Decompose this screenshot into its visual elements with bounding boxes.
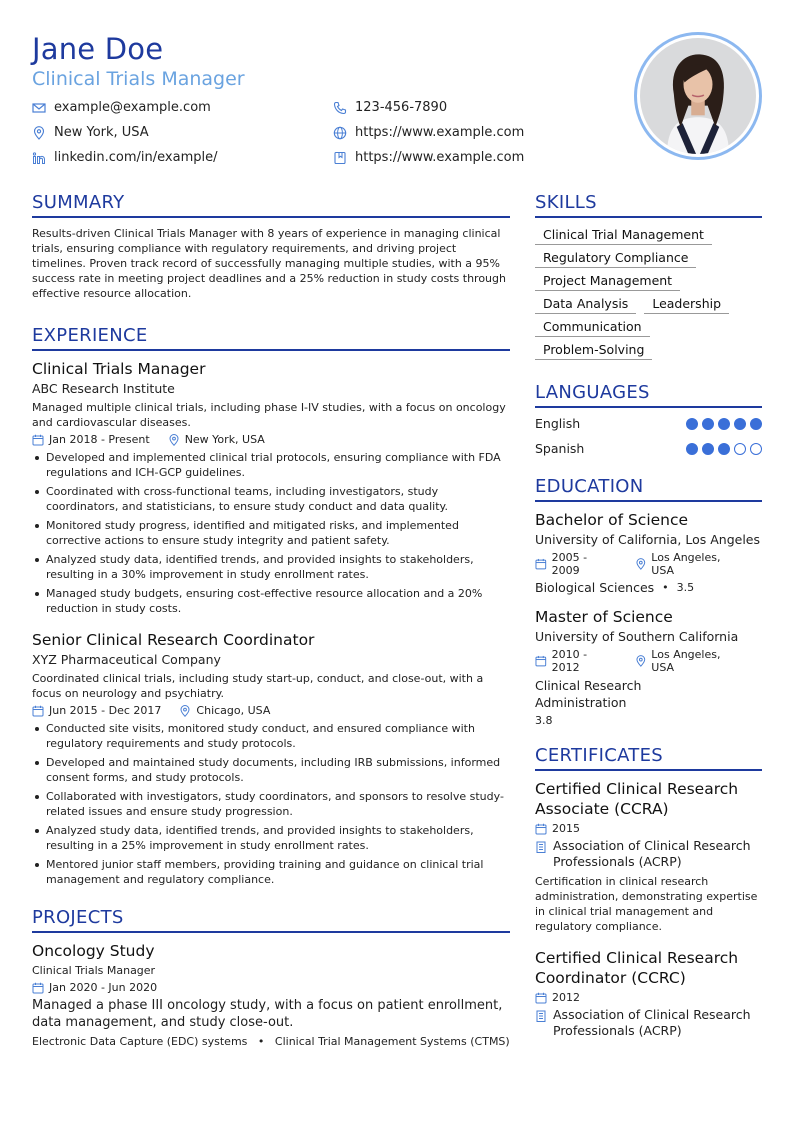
location-icon [32,126,46,140]
linkedin-icon [32,151,46,165]
education-field: Biological Sciences [535,580,655,595]
certificate-entry [535,948,762,1039]
certificate-meta [535,991,762,1004]
projects-heading: PROJECTS [32,907,510,933]
level-dot-filled [734,418,746,430]
job-achievements [32,721,510,887]
certificates-heading: CERTIFICATES [535,745,762,771]
list-item: Managed study budgets, ensuring cost-effective resource allocation and a 20% reduction in study costs. [32,586,510,616]
project-description: Managed a phase III oncology study, with a focus on patient enrollment, data management, and study close-out. [32,998,503,1030]
job-description: Coordinated clinical trials, including study start-up, conduct, and close-out, with a focus on neurology and psychiatry. [32,672,484,700]
project-tool: Electronic Data Capture (EDC) systems [32,1035,248,1048]
profile-photo [640,38,756,154]
contact-website[interactable]: https://www.example.com [333,125,524,140]
education-field: Clinical Research Administration [535,678,642,710]
contact-linkedin[interactable]: linkedin.com/in/example/ [32,150,217,165]
contact-phone[interactable]: 123-456-7890 [333,100,447,115]
skill-tag: Project Management [535,272,680,291]
language-name: English [535,416,581,431]
job-company: XYZ Pharmaceutical Company [32,652,221,667]
skill-tag: Communication [535,318,650,337]
education-degree: Bachelor of Science [535,511,689,529]
education-gpa: 3.5 [676,581,695,594]
location-icon [179,705,191,717]
list-item: Coordinated with cross-functional teams, including investigators, study coordinators, and statisticians, to ensure study conduct and data quality. [32,484,510,514]
calendar-icon [32,982,44,994]
email-icon [32,101,46,115]
certificate-year: 2012 [535,991,580,1004]
job-title: Senior Clinical Research Coordinator [32,631,315,649]
job-achievements [32,450,510,616]
summary-text: Results-driven Clinical Trials Manager with 8 years of experience in managing clinical trials, ensuring compliance with regulatory requirements, and driving project timelines. Proven track record of successfully managing multiple studies, with a 95% success rate in meeting project deadlines and a 25% reduction in study costs through effective resource allocation. [32,227,506,300]
job-title: Clinical Trials Manager [32,360,206,378]
language-row [535,416,762,431]
building-icon [535,1010,547,1022]
certificate-year: 2015 [535,822,580,835]
main-column [32,192,510,1049]
experience-heading: EXPERIENCE [32,325,510,351]
certificate-entry [535,779,762,934]
skill-tag: Problem-Solving [535,341,652,360]
level-dot-empty [750,443,762,455]
certificate-title: Certified Clinical Research Associate (CCRA) [535,780,739,818]
education-meta [535,648,762,674]
project-meta [32,981,510,994]
education-entry [535,607,762,727]
phone-icon [333,101,347,115]
education-heading: EDUCATION [535,476,762,502]
location-icon [168,434,180,446]
education-location: Los Angeles, USA [635,648,744,674]
calendar-icon [535,558,547,570]
list-item: Collaborated with investigators, study coordinators, and sponsors to resolve study-related issues and ensure study progression. [32,789,510,819]
project-name: Oncology Study [32,942,155,960]
skill-tag: Data Analysis [535,295,636,314]
certificate-org: Association of Clinical Research Professionals (ACRP) [535,838,762,870]
calendar-icon [32,705,44,717]
list-item: Analyzed study data, identified trends, and provided insights to stakeholders, resulting in a 30% improvement in study enrollment rates. [32,552,510,582]
education-gpa: 3.8 [535,714,553,727]
list-item: Developed and maintained study documents, including IRB submissions, informed consent forms, and study protocols. [32,755,510,785]
certificate-description: Certification in clinical research administration, demonstrating expertise in clinical trial management and regulatory compliance. [535,875,758,933]
skill-tag: Clinical Trial Management [535,226,712,245]
certificate-title: Certified Clinical Research Coordinator (CCRC) [535,949,739,987]
project-tool: Clinical Trial Management Systems (CTMS) [274,1035,510,1048]
job-dates: Jun 2015 - Dec 2017 [32,704,161,717]
language-level [682,418,762,430]
skill-tag: Regulatory Compliance [535,249,696,268]
job-description: Managed multiple clinical trials, including phase I-IV studies, with a focus on oncology and cardiovascular diseases. [32,401,506,429]
project-role: Clinical Trials Manager [32,964,156,977]
list-item: Developed and implemented clinical trial protocols, ensuring compliance with FDA regulations and ICH-GCP guidelines. [32,450,510,480]
job-entry [32,359,510,616]
contact-email[interactable]: example@example.com [32,100,211,115]
location-icon [635,655,647,667]
calendar-icon [535,992,547,1004]
profile-photo-frame [634,32,762,160]
level-dot-filled [718,418,730,430]
list-item: Monitored study progress, identified and mitigated risks, and implemented corrective actions to ensure study integrity and patient safety. [32,518,510,548]
job-entry [32,630,510,887]
building-icon [535,841,547,853]
education-degree: Master of Science [535,608,673,626]
education-meta [535,551,762,577]
education-location: Los Angeles, USA [635,551,744,577]
calendar-icon [32,434,44,446]
project-dates: Jan 2020 - Jun 2020 [32,981,157,994]
skills-list [535,226,762,364]
languages-heading: LANGUAGES [535,382,762,408]
education-field-row: Biological Sciences • 3.5 [535,580,695,595]
education-dates: 2010 - 2012 [535,648,617,674]
project-tools: Electronic Data Capture (EDC) systems • Clinical Trial Management Systems (CTMS) [32,1035,510,1048]
job-dates: Jan 2018 - Present [32,433,150,446]
education-dates: 2005 - 2009 [535,551,617,577]
job-location: New York, USA [168,433,265,446]
candidate-role: Clinical Trials Manager [32,68,245,90]
contact-location: New York, USA [32,125,149,140]
summary-heading: SUMMARY [32,192,510,218]
contact-portfolio[interactable]: https://www.example.com [333,150,524,165]
job-meta [32,704,510,717]
list-item: Analyzed study data, identified trends, and provided insights to stakeholders, resulting in a 25% improvement in study enrollment rates. [32,823,510,853]
list-item: Mentored junior staff members, providing training and guidance on clinical trial management and regulatory compliance. [32,857,510,887]
certificate-meta [535,822,762,835]
bookmark-icon [333,151,347,165]
education-entry [535,510,762,595]
level-dot-filled [686,443,698,455]
language-level [682,443,762,455]
job-meta [32,433,510,446]
level-dot-filled [702,443,714,455]
level-dot-filled [718,443,730,455]
skills-heading: SKILLS [535,192,762,218]
level-dot-filled [750,418,762,430]
skill-tag: Leadership [644,295,729,314]
education-school: University of Southern California [535,629,739,644]
level-dot-empty [734,443,746,455]
calendar-icon [535,655,547,667]
level-dot-filled [686,418,698,430]
education-school: University of California, Los Angeles [535,532,761,547]
job-company: ABC Research Institute [32,381,175,396]
candidate-name: Jane Doe [32,32,164,66]
level-dot-filled [702,418,714,430]
language-name: Spanish [535,441,585,456]
language-row [535,441,762,456]
certificate-org: Association of Clinical Research Professionals (ACRP) [535,1007,762,1039]
calendar-icon [535,823,547,835]
location-icon [635,558,647,570]
job-location: Chicago, USA [179,704,270,717]
globe-icon [333,126,347,140]
list-item: Conducted site visits, monitored study conduct, and ensured compliance with regulatory requirements and study protocols. [32,721,510,751]
side-column [535,192,762,1043]
